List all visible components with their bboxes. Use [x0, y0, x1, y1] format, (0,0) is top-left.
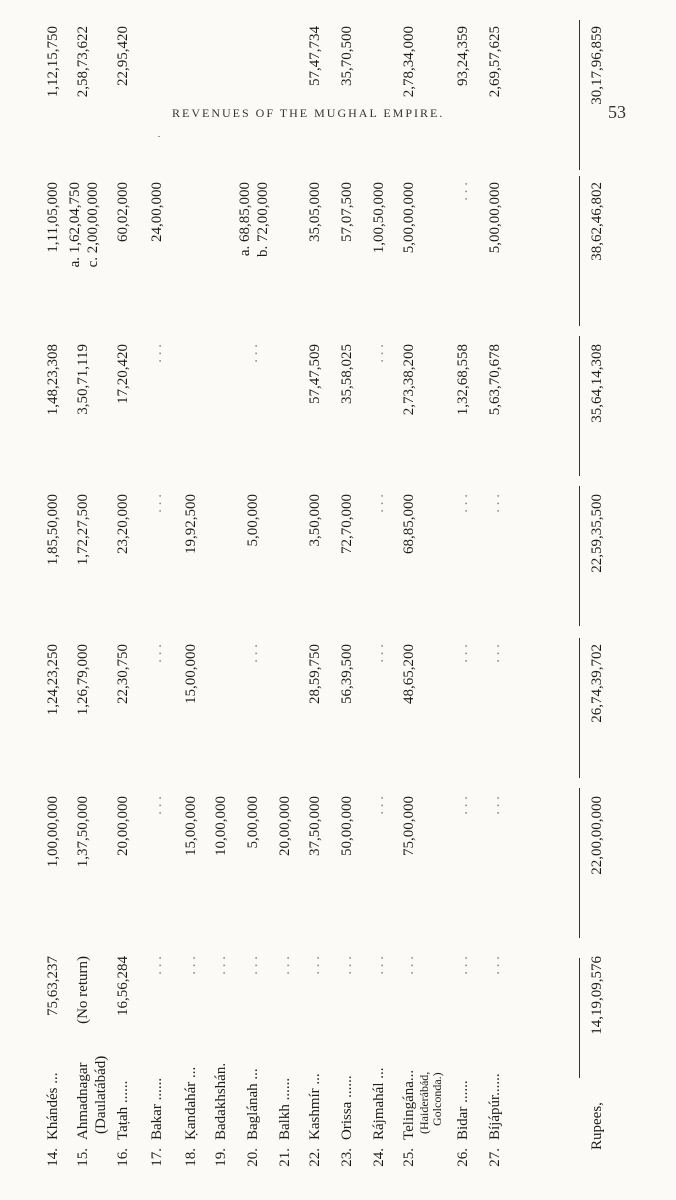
revenue-cell: 1,11,05,000: [45, 182, 61, 253]
revenue-cell: . . .: [455, 494, 471, 513]
revenue-cell: 57,07,500: [339, 182, 355, 242]
total-rules: [579, 148, 583, 1178]
revenue-cell: . . .: [371, 344, 387, 363]
region-name: Orissa ......: [339, 1075, 355, 1140]
region-name: Khándés ...: [45, 1072, 61, 1140]
region-name: Baglánah ...: [245, 1068, 261, 1140]
region-name: Telingána... (Haiderábád, Golconda.): [400, 990, 444, 1140]
row-number: 24.: [371, 1148, 387, 1167]
revenue-cell: 22,30,750: [115, 644, 131, 704]
total-label: Rupees,: [589, 1102, 605, 1150]
total-cell: 30,17,96,859: [589, 26, 605, 105]
revenue-cell: 2,78,34,000: [401, 26, 417, 98]
revenue-cell: . . .: [245, 344, 261, 363]
row-number: 22.: [307, 1148, 323, 1167]
revenue-cell: 1,00,50,000: [371, 182, 387, 254]
revenue-cell: . . .: [487, 494, 503, 513]
row-number: 26.: [455, 1148, 471, 1167]
revenue-cell: 75,63,237: [45, 956, 61, 1016]
revenue-cell: . . .: [213, 956, 229, 975]
revenue-cell: . . .: [245, 644, 261, 663]
revenue-cell: 72,70,000: [339, 494, 355, 554]
revenue-cell: . . .: [277, 956, 293, 975]
total-cell: 22,59,35,500: [589, 494, 605, 573]
revenue-cell: 2,73,38,200: [401, 344, 417, 416]
row-number: 17.: [149, 1148, 165, 1167]
total-cell: 35,64,14,308: [589, 344, 605, 423]
total-cell: 14,19,09,576: [589, 956, 605, 1035]
region-name: Rájmahál ...: [371, 1067, 387, 1140]
revenue-cell: 5,00,00,000: [401, 182, 417, 254]
revenue-cell: 3,50,71,119: [75, 344, 91, 415]
region-name: Ḳandahár ...: [183, 1066, 199, 1140]
revenue-cell: . . .: [487, 956, 503, 975]
revenue-cell: 1,48,23,308: [45, 344, 61, 416]
revenue-cell: 1,85,50,000: [45, 494, 61, 566]
row-number: 27.: [487, 1148, 503, 1167]
revenue-cell: 17,20,420: [115, 344, 131, 404]
revenue-cell: 3,50,000: [307, 494, 323, 547]
revenue-cell: 1,24,23,250: [45, 644, 61, 716]
revenue-cell: 15,00,000: [183, 644, 199, 704]
revenue-cell: 35,58,025: [339, 344, 355, 404]
revenue-cell: 35,70,500: [339, 26, 355, 86]
region-subname: (Daulatábád): [93, 1055, 109, 1134]
sum-rule: [579, 638, 580, 778]
region-name: Bidar ......: [455, 1080, 471, 1140]
revenue-cell: 56,39,500: [339, 644, 355, 704]
revenue-cell: 5,00,000: [245, 494, 261, 547]
revenue-alt-value: b. 72,00,000: [255, 182, 271, 257]
revenue-cell: 1,26,79,000: [75, 644, 91, 716]
region-name: Balkh ......: [277, 1077, 293, 1140]
revenue-cell: . . .: [371, 494, 387, 513]
revenue-alt-value: c. 2,00,00,000: [85, 182, 101, 268]
sum-rule: [579, 788, 580, 938]
region-subname: Golconda.): [430, 1072, 444, 1126]
revenue-cell: 19,92,500: [183, 494, 199, 554]
region-name: Badakhshán.: [213, 1062, 229, 1140]
revenue-cell: 37,50,000: [307, 796, 323, 856]
total-cell: 26,74,39,702: [589, 644, 605, 723]
revenue-cell: . . .: [149, 344, 165, 363]
revenue-cell: 15,00,000: [183, 796, 199, 856]
revenue-cell: 1,12,15,750: [45, 26, 61, 98]
revenue-cell: 22,95,420: [115, 26, 131, 86]
revenue-cell: (No return): [75, 956, 91, 1024]
revenue-cell: 35,05,000: [307, 182, 323, 242]
row-number: 16.: [115, 1148, 131, 1167]
revenue-cell: 20,00,000: [277, 796, 293, 856]
revenue-cell: 2,69,57,625: [487, 26, 503, 98]
total-cell: 38,62,46,802: [589, 182, 605, 261]
revenue-cell: . . .: [455, 644, 471, 663]
revenue-cell: . . .: [307, 956, 323, 975]
revenue-cell: 1,72,27,500: [75, 494, 91, 566]
region-name: Bíjápúr......: [487, 1073, 503, 1140]
revenue-cell: . . .: [149, 956, 165, 975]
total-cell: 22,00,00,000: [589, 796, 605, 875]
region-name: Bakar ......: [149, 1077, 165, 1140]
sum-rule: [579, 958, 580, 1078]
revenue-cell: 1,37,50,000: [75, 796, 91, 868]
sum-rule: [579, 176, 580, 326]
revenue-cell: 16,56,284: [115, 956, 131, 1016]
row-number: 14.: [45, 1148, 61, 1167]
region-name: Taṭah ......: [115, 1080, 131, 1140]
revenue-cell: 28,59,750: [307, 644, 323, 704]
revenue-cell: 23,20,000: [115, 494, 131, 554]
revenue-cell: 68,85,000: [401, 494, 417, 554]
sum-rule: [579, 20, 580, 170]
row-number: 25.: [401, 1148, 417, 1167]
revenue-cell: . . .: [455, 956, 471, 975]
row-number: 18.: [183, 1148, 199, 1167]
revenue-cell: . . .: [149, 644, 165, 663]
revenue-cell: 60,02,000: [115, 182, 131, 242]
revenue-cell: . . .: [339, 956, 355, 975]
revenue-cell: 57,47,734: [307, 26, 323, 86]
print-speck: [158, 136, 160, 137]
revenue-cell: . . .: [455, 182, 471, 201]
revenue-cell: 10,00,000: [213, 796, 229, 856]
revenue-cell: 20,00,000: [115, 796, 131, 856]
running-head: REVENUES OF THE MUGHAL EMPIRE.: [172, 106, 445, 120]
region-name: Ahmadnagar (Daulatábád): [74, 990, 110, 1140]
revenue-cell: 1,00,00,000: [45, 796, 61, 868]
revenue-cell: 2,58,73,622: [75, 26, 91, 98]
revenue-cell: . . .: [371, 956, 387, 975]
revenue-cell: 1,32,68,558: [455, 344, 471, 416]
row-number: 20.: [245, 1148, 261, 1167]
revenue-cell: . . .: [371, 796, 387, 815]
revenue-cell: . . .: [455, 796, 471, 815]
revenue-cell: . . .: [401, 956, 417, 975]
revenue-cell: 75,00,000: [401, 796, 417, 856]
revenue-cell: a. 1,62,04,750 c. 2,00,00,000: [66, 182, 102, 334]
revenue-cell: . . .: [371, 644, 387, 663]
revenue-cell: 5,00,000: [245, 796, 261, 849]
revenue-cell: 5,00,00,000: [487, 182, 503, 254]
revenue-cell: . . .: [487, 644, 503, 663]
revenue-cell: 93,24,359: [455, 26, 471, 86]
region-name: Kashmír ...: [307, 1073, 323, 1140]
revenue-cell: 50,00,000: [339, 796, 355, 856]
revenue-cell: . . .: [149, 796, 165, 815]
row-number: 21.: [277, 1148, 293, 1167]
revenue-cell: 24,00,000: [149, 182, 165, 242]
revenue-cell: a. 68,85,000 b. 72,00,000: [236, 182, 272, 334]
revenue-cell: . . .: [183, 956, 199, 975]
revenue-cell: . . .: [245, 956, 261, 975]
row-number: 15.: [75, 1148, 91, 1167]
sum-rule: [579, 336, 580, 476]
revenue-cell: 5,63,70,678: [487, 344, 503, 416]
row-number: 23.: [339, 1148, 355, 1167]
revenue-cell: . . .: [487, 796, 503, 815]
revenue-cell: . . .: [149, 494, 165, 513]
sum-rule: [579, 486, 580, 626]
row-number: 19.: [213, 1148, 229, 1167]
region-subname: (Haiderábád,: [417, 1071, 431, 1134]
revenue-cell: 57,47,509: [307, 344, 323, 404]
page-number: 53: [608, 102, 626, 122]
revenue-cell: 48,65,200: [401, 644, 417, 704]
